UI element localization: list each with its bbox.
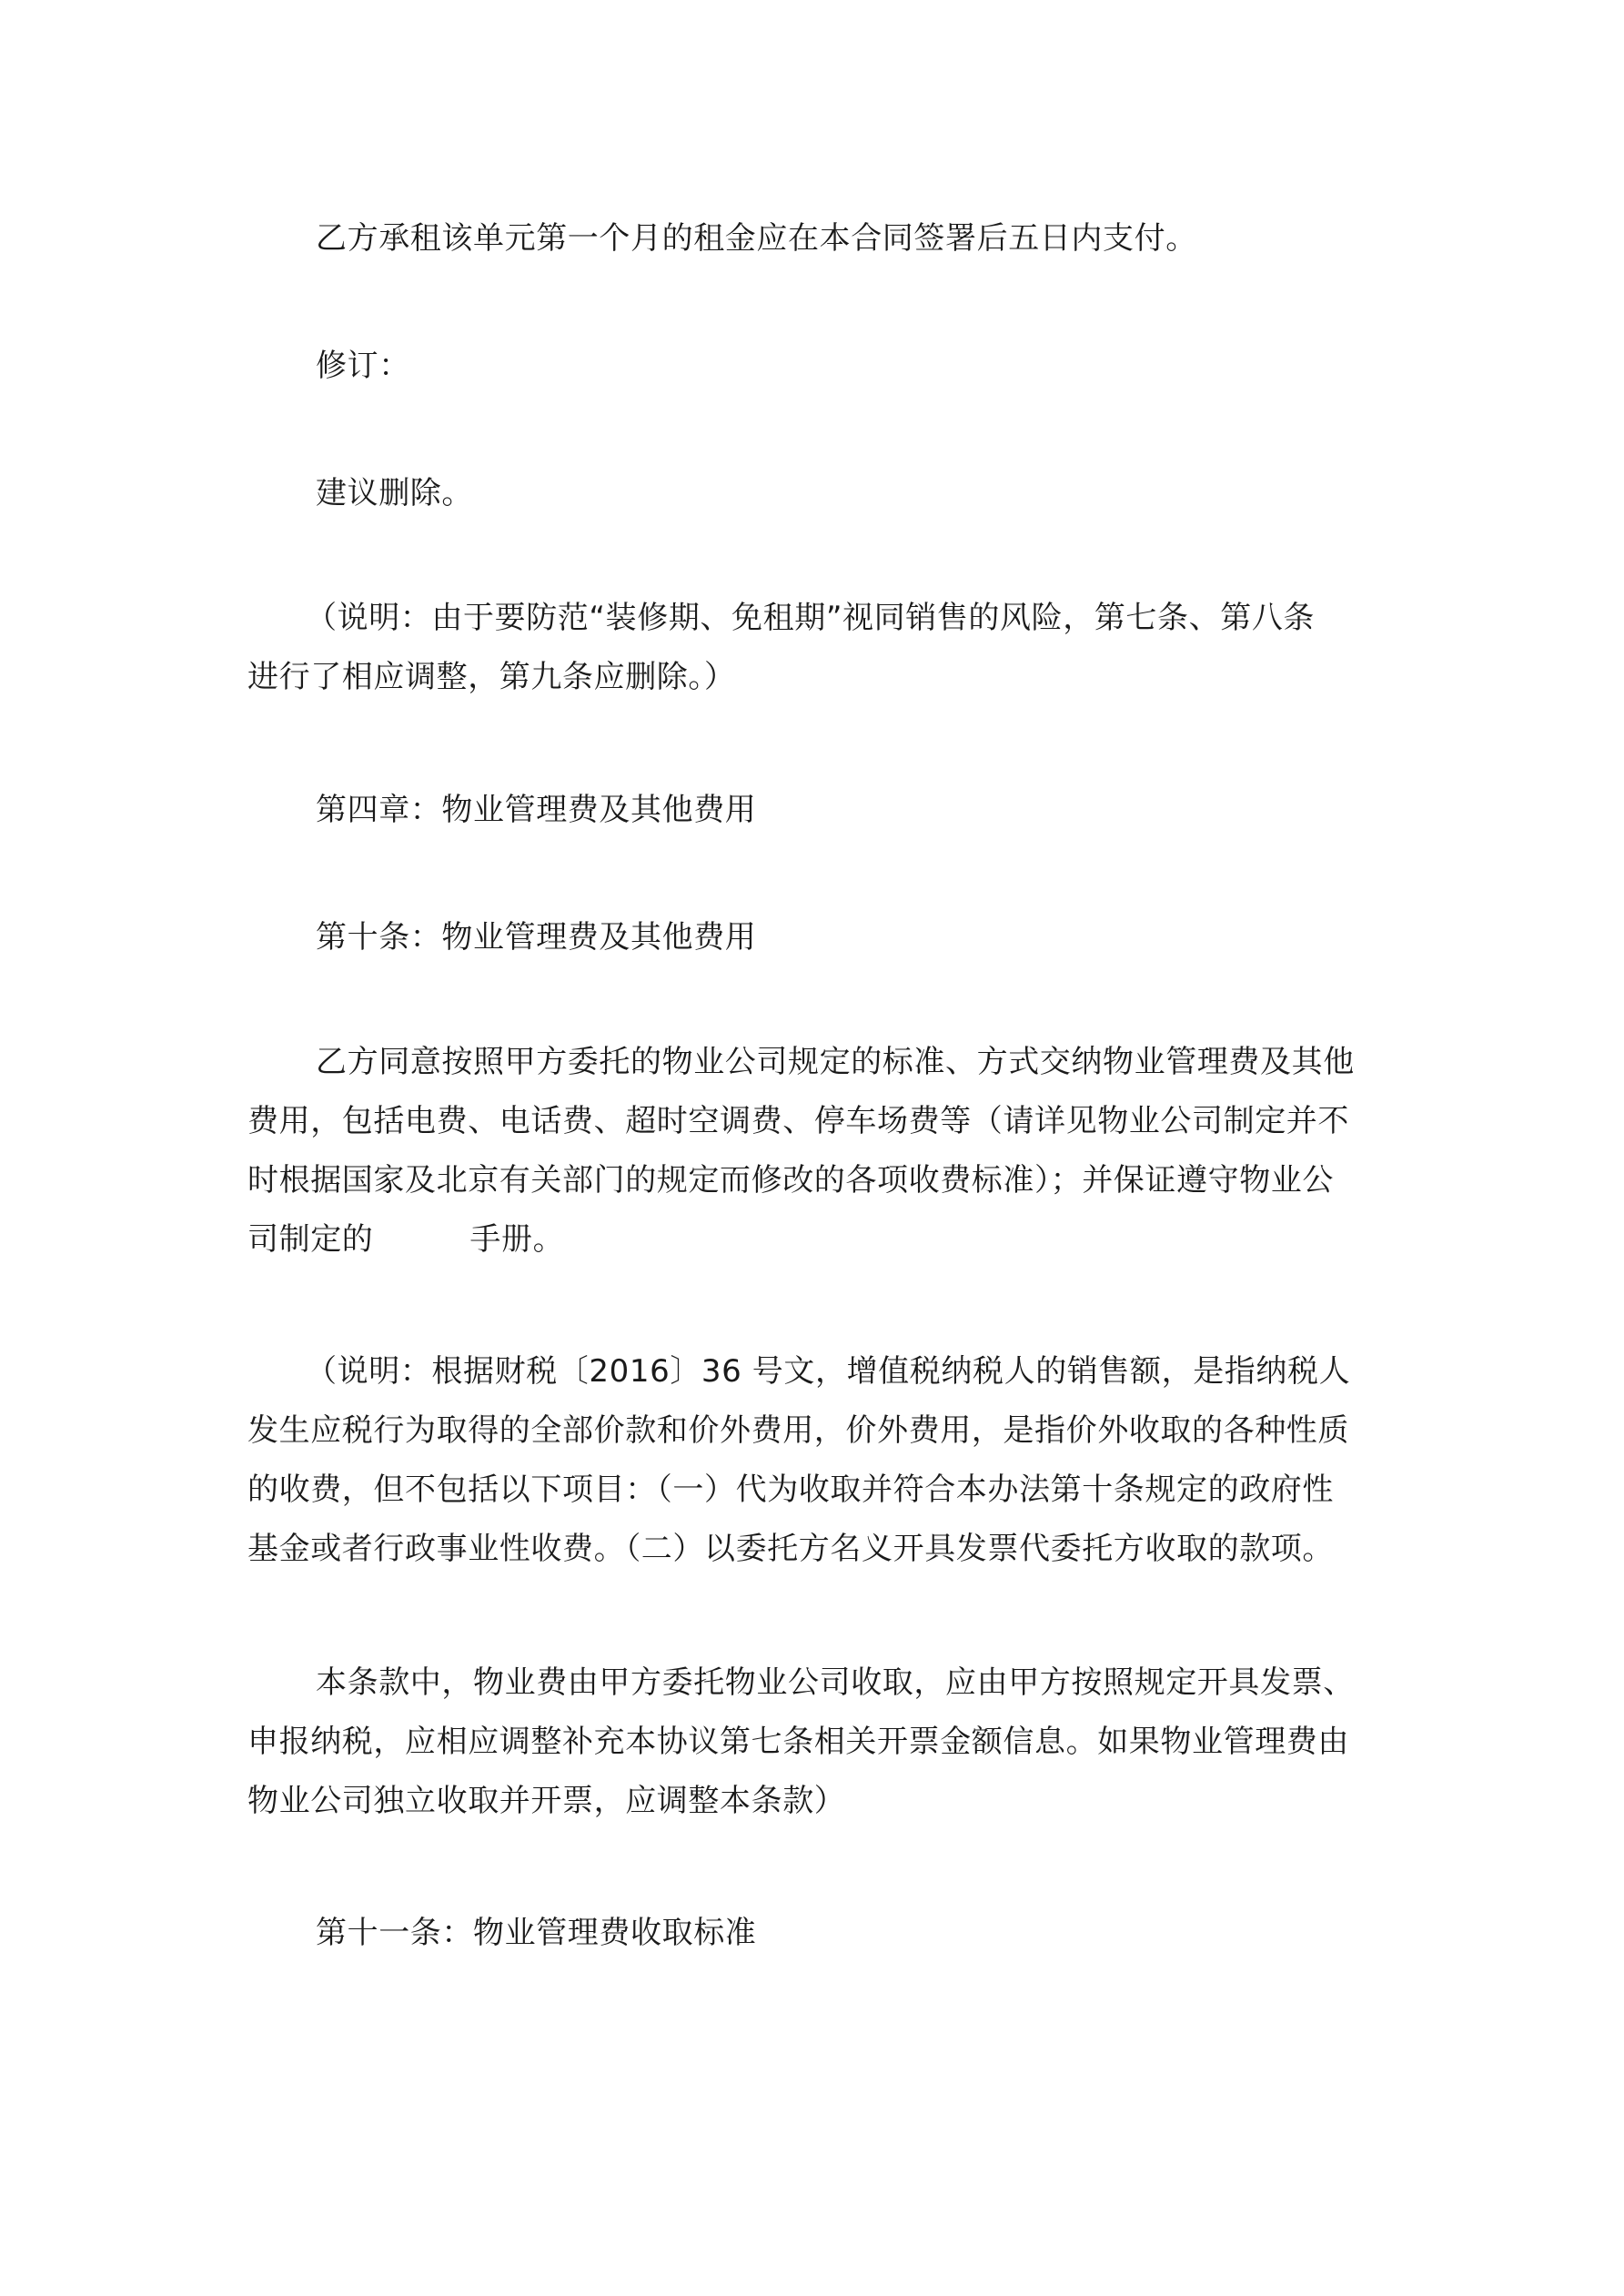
text-line: 进行了相应调整，第九条应删除。）	[247, 659, 736, 695]
article-10-heading	[247, 908, 1389, 967]
text-line: 物业公司独立收取并开票，应调整本条款）	[247, 1783, 846, 1819]
text-line: 申报纳税，应相应调整补充本协议第七条相关开票金额信息。如果物业管理费由	[247, 1724, 1349, 1760]
text-line: 本条款中，物业费由甲方委托物业公司收取，应由甲方按照规定开具发票、	[316, 1664, 1355, 1701]
text-line: 的收费，但不包括以下项目：（一）代为收取并符合本办法第十条规定的政府性	[247, 1472, 1334, 1508]
text-line: 发生应税行为取得的全部价款和价外费用，价外费用，是指价外收取的各种性质	[247, 1412, 1349, 1449]
text-line: 第四章：物业管理费及其他费用	[316, 792, 757, 828]
text-line: 基金或者行政事业性收费。（二）以委托方名义开具发票代委托方收取的款项。	[247, 1531, 1334, 1567]
text-line-with-blank	[247, 1210, 1389, 1269]
article-11-heading	[247, 1904, 1389, 1963]
chapter-4-heading	[247, 781, 1389, 840]
text-line: 乙方承租该单元第一个月的租金应在本合同签署后五日内支付。	[316, 220, 1197, 257]
paragraph-article-10-body	[247, 1033, 1389, 1269]
text-line: 修订：	[316, 348, 410, 384]
text-line: 费用，包括电费、电话费、超时空调费、停车场费等（请详见物业公司制定并不	[247, 1103, 1349, 1139]
paragraph-revision-label	[247, 337, 1389, 396]
text-line: 建议删除。	[316, 475, 473, 511]
paragraph-note-1	[247, 589, 1389, 707]
text-line: 第十一条：物业管理费收取标准	[316, 1915, 757, 1951]
text-line: 时根据国家及北京有关部门的规定而修改的各项收费标准）；并保证遵守物业公	[247, 1162, 1334, 1199]
paragraph-note-2-continued	[247, 1654, 1389, 1831]
text-line: 乙方同意按照甲方委托的物业公司规定的标准、方式交纳物业管理费及其他	[316, 1044, 1355, 1080]
text-line: 第十条：物业管理费及其他费用	[316, 919, 757, 956]
paragraph-note-2	[247, 1342, 1389, 1579]
paragraph-suggest-delete	[247, 464, 1389, 523]
text-line: （说明：根据财税〔2016〕36 号文，增值税纳税人的销售额，是指纳税人	[306, 1353, 1351, 1390]
paragraph-rent-payment	[247, 209, 1389, 268]
text-line: （说明：由于要防范“装修期、免租期”视同销售的风险，第七条、第八条	[306, 600, 1316, 636]
text-fragment: 司制定的	[247, 1221, 374, 1258]
text-fragment: 手册。	[469, 1221, 565, 1258]
